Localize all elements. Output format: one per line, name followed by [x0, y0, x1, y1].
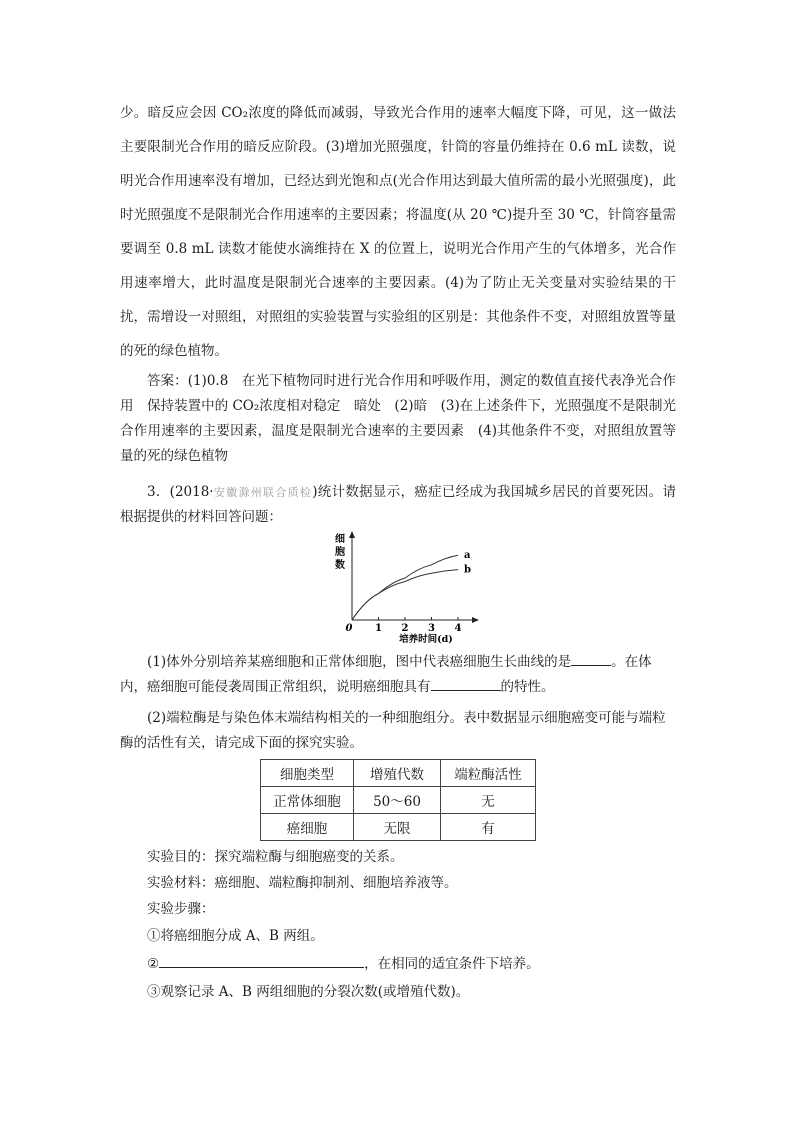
table-cell: 癌细胞: [261, 814, 354, 841]
question-source-close: ): [312, 484, 318, 500]
table-cell: 有: [441, 814, 536, 841]
explanation-paragraph: 少。暗反应会因 CO₂浓度的降低而减弱，导致光合作用的速率大幅度下降，可见，这一做法主要限制光合作用的暗反应阶段。(3)增加光照强度，针筒的容量仍维持在 0.6 mL 读数，说明光合作用速率没有增加，已经达到光饱和点(光合作用达到最大值所需的最小光照强度)，此时光照强度不是限制光合作用速率的主要因素；将温度(从 20 ℃)提升至 30 ℃，针筒容量需要调至 0.8 mL 读数才能使水滴维持在 X 的位置上，说明光合作用产生的气体增多，光合作用速率增大，此时温度是限制光合速率的主要因素。(4)为了防止无关变量对实验结果的干扰，需增设一对照组，对照组的实验装置与实验组的区别是：其他条件不变，对照组放置等量的死的绿色植物。: [120, 105, 676, 359]
table-cell: 无限: [354, 814, 441, 841]
experiment-step-3: ③观察记录 A、B 两组细胞的分裂次数(或增殖代数)。: [147, 984, 470, 1000]
table-cell: 无: [441, 787, 536, 814]
experiment-step-1: ①将癌细胞分成 A、B 两组。: [147, 928, 324, 944]
subq1-text-b: 。在体内，癌细胞可能侵袭周围正常组织，说明癌细胞具有: [120, 654, 652, 695]
table-cell: 50～60: [354, 787, 441, 814]
y-axis-arrow: [349, 531, 355, 538]
answer-blank-2[interactable]: [431, 677, 501, 692]
y-axis-label-char: 胞: [335, 547, 345, 558]
table-header-row: [261, 760, 536, 787]
table-row: [261, 814, 536, 841]
answer-paragraph: 答案：(1)0.8 在光下植物同时进行光合作用和呼吸作用，测定的数值直接代表净光合作用 保持装置中的 CO₂浓度相对稳定 暗处 (2)暗 (3)在上述条件下，光照强度不是限制光合作用速率的主要因素，温度是限制光合速率的主要因素 (4)其他条件不变，对照组放置等量的死的绿色植物: [120, 373, 676, 464]
series-line-b: [352, 570, 458, 620]
cell-growth-chart: [316, 528, 486, 648]
series-label-b: b: [464, 564, 471, 576]
y-axis-label-char: 细: [335, 534, 345, 545]
step2-prefix: ②: [147, 956, 160, 972]
x-tick-label: 3: [428, 623, 435, 634]
x-tick-label: 2: [401, 623, 409, 634]
subq1-text-c: 的特性。: [500, 679, 555, 695]
series-line-a: [352, 555, 458, 620]
x-tick-label: 1: [375, 623, 382, 634]
question-3-stem: [120, 480, 676, 530]
y-axis-label-char: 数: [335, 560, 345, 571]
x-axis-arrow: [472, 617, 479, 623]
x-axis-label: 培养时间(d): [399, 634, 453, 645]
question-source-open: (2018·: [169, 484, 214, 500]
subquestion-2: (2)端粒酶是与染色体末端结构相关的一种细胞组分。表中数据显示细胞癌变可能与端粒酶的活性有关，请完成下面的探究实验。: [120, 710, 666, 751]
telomerase-table: [260, 759, 536, 841]
experiment-purpose: 实验目的：探究端粒酶与细胞癌变的关系。: [147, 849, 404, 865]
table-header-cell: 增殖代数: [354, 760, 441, 787]
table-header-cell: 端粒酶活性: [441, 760, 536, 787]
subq1-text-a: (1)体外分别培养某癌细胞和正常体细胞，图中代表癌细胞生长曲线的是: [147, 654, 572, 670]
chart-svg: [316, 528, 486, 648]
x-tick-label: 0: [345, 623, 353, 634]
table-cell: 正常体细胞: [261, 787, 354, 814]
experiment-steps-title: 实验步骤：: [147, 901, 215, 917]
question-number: 3．: [147, 484, 170, 500]
answer-blank-3[interactable]: [159, 954, 364, 969]
table-row: [261, 787, 536, 814]
question-text: 统计数据显示，癌症已经成为我国城乡居民的首要死因。请根据提供的材料回答问题：: [120, 484, 677, 525]
table-header-cell: 细胞类型: [261, 760, 354, 787]
step2-suffix: ，在相同的适宜条件下培养。: [364, 956, 540, 972]
subquestion-1: [120, 650, 676, 700]
experiment-materials: 实验材料：癌细胞、端粒酶抑制剂、细胞培养液等。: [147, 875, 458, 891]
answer-blank-1[interactable]: [571, 652, 611, 667]
question-source-watermark: 安徽滁州联合质检: [213, 486, 313, 499]
series-label-a: a: [464, 550, 471, 562]
x-tick-label: 4: [454, 623, 462, 634]
experiment-step-2: [120, 952, 676, 977]
